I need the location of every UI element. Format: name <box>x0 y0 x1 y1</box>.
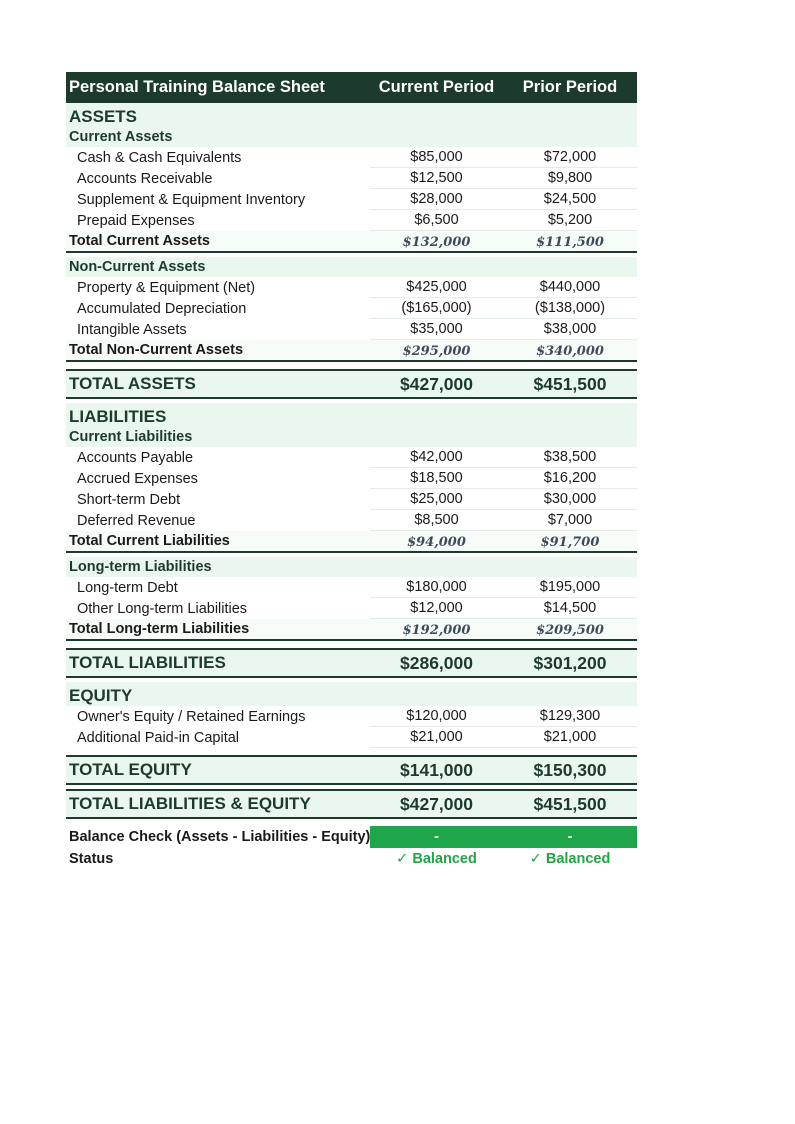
row-current: $28,000 <box>370 189 503 210</box>
row-prior: $30,000 <box>503 489 637 510</box>
row-prior: $14,500 <box>503 598 637 619</box>
total-label: TOTAL LIABILITIES & EQUITY <box>69 794 311 813</box>
row-prior: $16,200 <box>503 468 637 489</box>
status-current: ✓ Balanced <box>396 851 477 867</box>
row-label: Owner's Equity / Retained Earnings <box>77 708 306 725</box>
table-row <box>66 168 637 189</box>
row-label: Short-term Debt <box>77 491 181 508</box>
balance-check-label: Balance Check (Assets - Liabilities - Equity) <box>69 829 370 845</box>
status-label: Status <box>69 851 114 867</box>
balance-check-prior: - <box>503 826 637 848</box>
table-row <box>66 510 637 531</box>
col-header-prior: Prior Period <box>522 78 618 96</box>
balance-sheet <box>66 72 637 870</box>
total-liabilities-equity-row <box>66 789 637 819</box>
table-row <box>66 727 637 748</box>
total-label: TOTAL EQUITY <box>69 760 192 779</box>
subtotal-label: Total Current Liabilities <box>69 533 230 549</box>
header-row <box>66 72 637 103</box>
table-row <box>66 577 637 598</box>
subtotal-current-assets <box>66 231 637 253</box>
row-label: Accounts Receivable <box>77 170 213 187</box>
row-current: $25,000 <box>370 489 503 510</box>
subtotal-label: Total Current Assets <box>69 233 210 249</box>
total-prior: $150,300 <box>533 759 607 780</box>
section-liabilities: LIABILITIES <box>66 403 637 427</box>
subtotal-current: $132,000 <box>402 235 471 250</box>
row-label: Supplement & Equipment Inventory <box>77 191 306 208</box>
total-current: $427,000 <box>400 373 473 394</box>
row-current: $12,500 <box>370 168 503 189</box>
row-current: $21,000 <box>370 727 503 748</box>
subtotal-longterm-liabilities <box>66 619 637 641</box>
subtotal-current: $94,000 <box>407 535 466 550</box>
subtotal-prior: $91,700 <box>540 535 600 550</box>
row-prior: $440,000 <box>503 277 637 298</box>
row-label: Cash & Cash Equivalents <box>77 149 242 166</box>
subsection-noncurrent-assets: Non-Current Assets <box>66 257 637 277</box>
status-row <box>66 848 637 870</box>
row-prior: $38,000 <box>503 319 637 340</box>
row-prior: $9,800 <box>503 168 637 189</box>
row-label: Deferred Revenue <box>77 512 196 529</box>
total-assets-row <box>66 369 637 399</box>
sheet-title: Personal Training Balance Sheet <box>69 78 325 96</box>
subtotal-label: Total Non-Current Assets <box>69 342 244 358</box>
table-row <box>66 447 637 468</box>
row-current: $12,000 <box>370 598 503 619</box>
row-label: Prepaid Expenses <box>77 212 195 229</box>
balance-check-current: - <box>370 826 503 848</box>
subsection-current-liabilities: Current Liabilities <box>66 427 637 447</box>
subsection-current-assets: Current Assets <box>66 127 637 147</box>
table-row <box>66 489 637 510</box>
total-prior: $301,200 <box>533 652 607 673</box>
row-prior: ($138,000) <box>503 298 637 319</box>
table-row <box>66 189 637 210</box>
table-row <box>66 468 637 489</box>
row-prior: $7,000 <box>503 510 637 531</box>
section-assets: ASSETS <box>66 103 637 127</box>
table-row <box>66 598 637 619</box>
table-row <box>66 147 637 168</box>
subtotal-noncurrent-assets <box>66 340 637 362</box>
subtotal-prior: $340,000 <box>536 344 604 359</box>
subtotal-label: Total Long-term Liabilities <box>69 621 250 637</box>
row-current: $180,000 <box>370 577 503 598</box>
row-current: ($165,000) <box>370 298 503 319</box>
row-label: Accounts Payable <box>77 449 194 466</box>
row-label: Accumulated Depreciation <box>77 300 247 317</box>
row-current: $42,000 <box>370 447 503 468</box>
col-header-current: Current Period <box>378 78 495 96</box>
subtotal-current-liabilities <box>66 531 637 553</box>
row-current: $35,000 <box>370 319 503 340</box>
total-current: $141,000 <box>400 759 473 780</box>
subsection-longterm-liabilities: Long-term Liabilities <box>66 557 637 577</box>
total-label: TOTAL ASSETS <box>69 374 196 393</box>
total-current: $427,000 <box>400 793 473 814</box>
row-current: $120,000 <box>370 706 503 727</box>
balance-check-row <box>66 826 637 848</box>
row-current: $18,500 <box>370 468 503 489</box>
total-label: TOTAL LIABILITIES <box>69 653 226 672</box>
row-label: Intangible Assets <box>77 321 187 338</box>
total-prior: $451,500 <box>533 373 607 394</box>
table-row <box>66 210 637 231</box>
table-row <box>66 298 637 319</box>
subtotal-current: $192,000 <box>402 623 471 638</box>
total-liabilities-row <box>66 648 637 678</box>
subtotal-prior: $209,500 <box>536 623 604 638</box>
row-prior: $21,000 <box>503 727 637 748</box>
row-current: $6,500 <box>370 210 503 231</box>
row-prior: $129,300 <box>503 706 637 727</box>
row-current: $85,000 <box>370 147 503 168</box>
total-equity-row <box>66 755 637 785</box>
row-current: $425,000 <box>370 277 503 298</box>
row-prior: $195,000 <box>503 577 637 598</box>
row-label: Additional Paid-in Capital <box>77 729 240 746</box>
row-label: Other Long-term Liabilities <box>77 600 248 617</box>
row-prior: $24,500 <box>503 189 637 210</box>
table-row <box>66 706 637 727</box>
row-prior: $72,000 <box>503 147 637 168</box>
subtotal-prior: $111,500 <box>536 235 604 250</box>
total-prior: $451,500 <box>533 793 607 814</box>
row-label: Long-term Debt <box>77 579 178 596</box>
status-prior: ✓ Balanced <box>529 851 611 867</box>
row-label: Accrued Expenses <box>77 470 198 487</box>
row-prior: $5,200 <box>503 210 637 231</box>
subtotal-current: $295,000 <box>402 344 471 359</box>
row-label: Property & Equipment (Net) <box>77 279 256 296</box>
row-current: $8,500 <box>370 510 503 531</box>
row-prior: $38,500 <box>503 447 637 468</box>
table-row <box>66 277 637 298</box>
section-equity: EQUITY <box>66 682 637 706</box>
table-row <box>66 319 637 340</box>
total-current: $286,000 <box>400 652 473 673</box>
